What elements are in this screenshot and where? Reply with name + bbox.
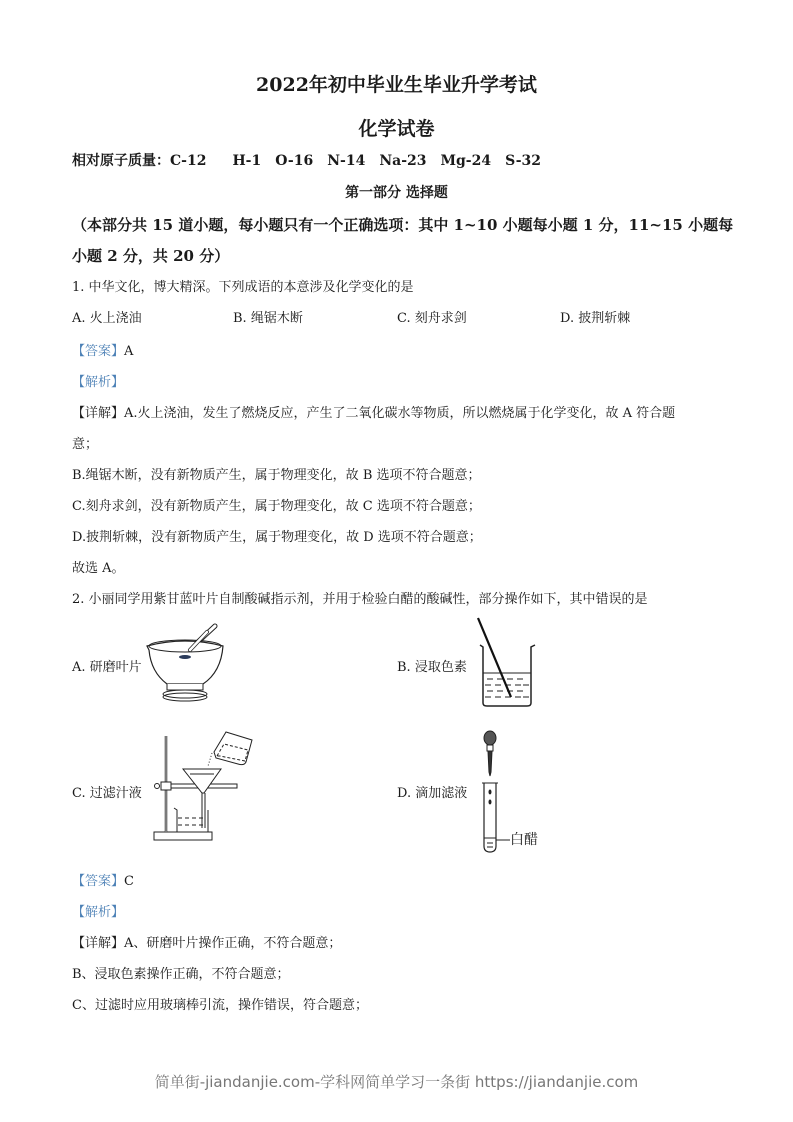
answer-value: A: [124, 344, 134, 359]
mass-mg: Mg-24: [440, 153, 492, 169]
q2-stem: 2. 小丽同学用紫甘蓝叶片自制酸碱指示剂，并用于检验白醋的酸碱性，部分操作如下，其中错误的是: [72, 592, 648, 607]
q1-option-d: D. 披荆斩棘: [560, 311, 631, 326]
answer-label: 【答案】: [72, 874, 125, 889]
filtration-apparatus-icon: [150, 728, 255, 843]
q2-option-a: A. 研磨叶片: [72, 660, 142, 675]
mass-na: Na-23: [379, 153, 427, 169]
q2-option-d: D. 滴加滤液: [397, 786, 468, 801]
footer-watermark: 简单街-jiandanjie.com-学科网简单学习一条街 https://jiandanjie.com: [154, 1073, 639, 1091]
q2-detail-b: B、浸取色素操作正确，不符合题意；: [72, 967, 290, 982]
q1-option-b: B. 绳锯木断: [233, 311, 303, 326]
atomic-masses-label: 相对原子质量：: [72, 153, 170, 169]
q2-option-b: B. 浸取色素: [397, 660, 467, 675]
q2-analysis-label: 【解析】: [72, 905, 125, 920]
q1-stem: 1. 中华文化，博大精深。下列成语的本意涉及化学变化的是: [72, 280, 414, 295]
q2-detail-a: 【详解】A、研磨叶片操作正确，不符合题意；: [72, 936, 342, 951]
q1-detail-a: 【详解】A.火上浇油，发生了燃烧反应，产生了二氧化碳水等物质，所以燃烧属于化学变化，故 A 符合题: [72, 406, 676, 421]
q1-option-a: A. 火上浇油: [72, 311, 142, 326]
section-title: 第一部分 选择题: [345, 185, 448, 201]
q1-option-c: C. 刻舟求剑: [397, 311, 467, 326]
q1-detail-b: B.绳锯木断，没有新物质产生，属于物理变化，故 B 选项不符合题意；: [72, 468, 481, 483]
beaker-glass-rod-icon: [475, 615, 545, 710]
q1-analysis-label: 【解析】: [72, 375, 125, 390]
mortar-pestle-icon: [145, 622, 225, 704]
answer-label: 【答案】: [72, 344, 125, 359]
section-instructions-2: 小题 2 分，共 20 分）: [72, 247, 230, 265]
mass-n: N-14: [327, 153, 366, 169]
atomic-masses: [72, 150, 541, 170]
q1-conclusion: 故选 A。: [72, 561, 125, 576]
mass-c: C-12: [170, 153, 207, 169]
tube-label: 白醋: [510, 832, 538, 848]
exam-subtitle: 化学试卷: [358, 118, 435, 140]
q2-answer: [72, 870, 134, 889]
exam-title: 2022年初中毕业生毕业升学考试: [256, 74, 537, 96]
q1-detail-c: C.刻舟求剑，没有新物质产生，属于物理变化，故 C 选项不符合题意；: [72, 499, 481, 514]
mass-h: H-1: [232, 153, 262, 169]
q1-detail-a-cont: 意；: [72, 437, 99, 452]
q2-option-c: C. 过滤汁液: [72, 786, 142, 801]
mass-s: S-32: [505, 153, 542, 169]
answer-value: C: [124, 874, 134, 889]
q1-detail-d: D.披荆斩棘，没有新物质产生，属于物理变化，故 D 选项不符合题意；: [72, 530, 482, 545]
q1-answer: [72, 340, 133, 359]
q2-detail-c: C、过滤时应用玻璃棒引流，操作错误，符合题意；: [72, 998, 368, 1013]
mass-o: O-16: [275, 153, 314, 169]
section-instructions-1: （本部分共 15 道小题，每小题只有一个正确选项：其中 1~10 小题每小题 1 分，11~15 小题每: [72, 216, 734, 234]
